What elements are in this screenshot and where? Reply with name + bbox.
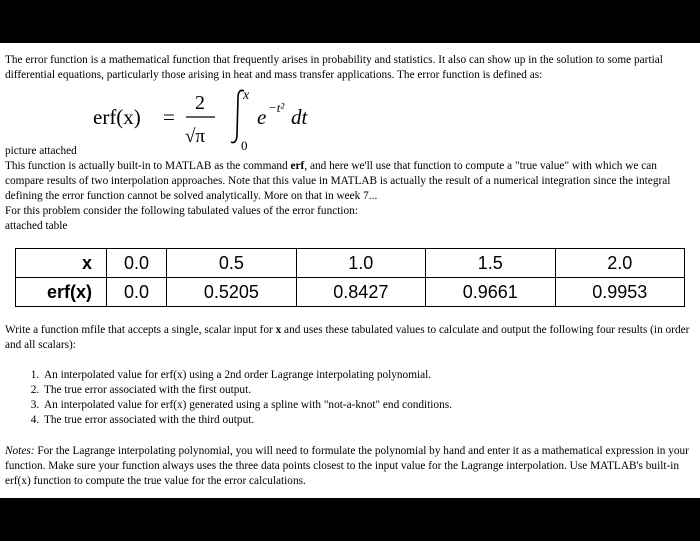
table-cell-x: 1.0 <box>296 249 425 278</box>
table-cell-erf: 0.8427 <box>296 278 425 307</box>
table-note: attached table <box>5 220 68 232</box>
notes-paragraph: Notes: For the Lagrange interpolating polynomial, you will need to formulate the polynomial by hand and enter it as a mathematical expression in your function. Make sure your function always uses the three data points closest to the input value for the Lagrange interpolation. Use MATLAB's built-in erf(x) function to compute the true value for the error calculations. <box>5 445 689 487</box>
table-row-x <box>16 249 685 278</box>
list-item: 4. The true error associated with the third output. <box>42 413 700 428</box>
task-intro-paragraph: Write a function mfile that accepts a single, scalar input for x and uses these tabulated values to calculate and output the following four results (in order and all scalars): <box>5 324 690 351</box>
table-cell-x: 0.0 <box>107 249 167 278</box>
row-label-erf: erf(x) <box>16 278 107 307</box>
table-cell-erf: 0.5205 <box>167 278 296 307</box>
task-list <box>5 368 700 428</box>
table-cell-x: 0.5 <box>167 249 296 278</box>
matlab-paragraph: This function is actually built-in to MATLAB as the command erf, and here we'll use that function to compute a "true value" with which we can compare results of two interpolation approaches. Note that this value in MATLAB is actually the result of a numerical integration since the integral defining the error function cannot be solved analytically. More on that in week 7... <box>5 160 671 202</box>
formula-exponent: −t² <box>268 100 285 115</box>
formula-lhs: erf(x) <box>93 105 141 129</box>
table-cell-erf: 0.9953 <box>555 278 684 307</box>
formula-denominator: √π <box>185 126 206 147</box>
picture-note: picture attached <box>5 145 77 157</box>
table-cell-x: 2.0 <box>555 249 684 278</box>
problem-page <box>0 43 700 498</box>
table-cell-erf: 0.0 <box>107 278 167 307</box>
list-item: 3. An interpolated value for erf(x) generated using a spline with "not-a-knot" end conditions. <box>42 398 700 413</box>
table-cell-erf: 0.9661 <box>426 278 555 307</box>
error-function-formula <box>93 84 333 150</box>
formula-numerator: 2 <box>195 92 205 114</box>
erf-values-table <box>15 248 685 307</box>
formula-differential: dt <box>291 105 308 129</box>
row-label-x: x <box>16 249 107 278</box>
list-item: 1. An interpolated value for erf(x) using a 2nd order Lagrange interpolating polynomial. <box>42 368 700 383</box>
list-item: 2. The true error associated with the first output. <box>42 383 700 398</box>
formula-lower-limit: 0 <box>241 138 248 150</box>
table-row-erf <box>16 278 685 307</box>
formula-upper-limit: x <box>243 88 250 103</box>
formula-integrand: e <box>257 105 267 129</box>
table-cell-x: 1.5 <box>426 249 555 278</box>
formula-equals: = <box>163 105 175 129</box>
notes-label: Notes: <box>5 445 35 457</box>
scalar-x: x <box>275 324 282 336</box>
table-intro: For this problem consider the following tabulated values of the error function: <box>5 205 358 217</box>
intro-paragraph: The error function is a mathematical function that frequently arises in probability and statistics. It also can show up in the solution to some partial differential equations, particularly those arising in heat and mass transfer applications. The error function is defined as: <box>5 54 663 81</box>
erf-command: erf <box>290 160 305 172</box>
